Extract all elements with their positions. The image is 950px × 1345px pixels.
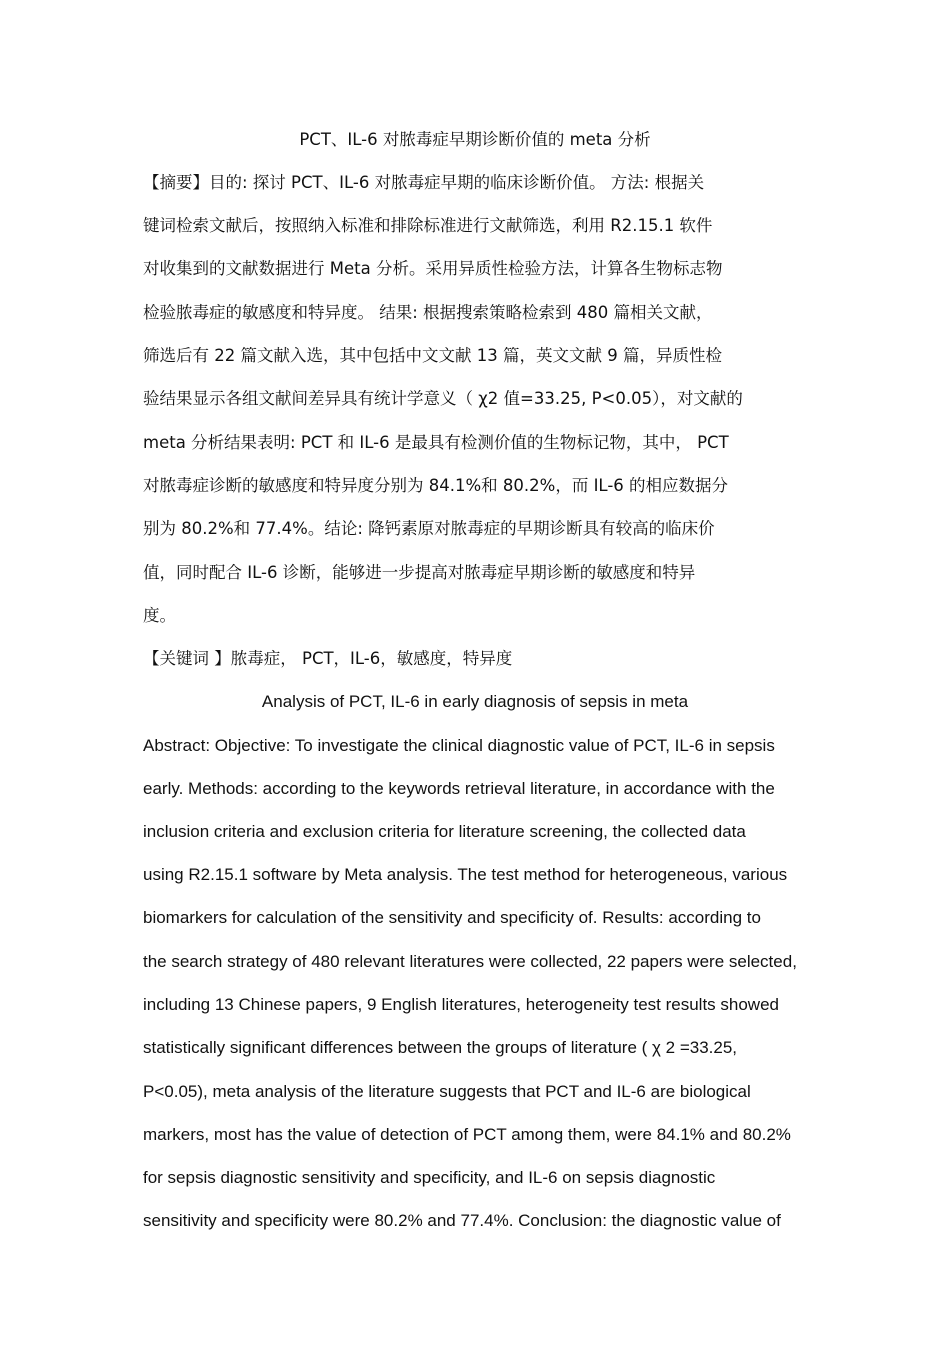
- en-abstract-line: Abstract: Objective: To investigate the clinical diagnostic value of PCT, IL-6 in sepsis: [143, 736, 775, 755]
- en-abstract-line: for sepsis diagnostic sensitivity and specificity, and IL-6 on sepsis diagnostic: [143, 1168, 716, 1187]
- zh-abstract-line: 筛选后有 22 篇文献入选，其中包括中文文献 13 篇，英文文献 9 篇，异质性检: [143, 346, 722, 365]
- en-abstract-line: P<0.05), meta analysis of the literature suggests that PCT and IL-6 are biological: [143, 1082, 751, 1101]
- zh-abstract-line: 验结果显示各组文献间差异具有统计学意义（ χ2 值=33.25, P<0.05），对文献的: [143, 389, 743, 408]
- en-abstract-line: inclusion criteria and exclusion criteria for literature screening, the collected data: [143, 822, 746, 841]
- zh-abstract-line: 对收集到的文献数据进行 Meta 分析。采用异质性检验方法，计算各生物标志物: [143, 259, 723, 278]
- en-abstract-line: markers, most has the value of detection of PCT among them, were 84.1% and 80.2%: [143, 1125, 791, 1144]
- en-abstract-line: including 13 Chinese papers, 9 English literatures, heterogeneity test results showed: [143, 995, 779, 1014]
- zh-abstract-line: 度。: [143, 606, 176, 625]
- zh-abstract-line: 对脓毒症诊断的敏感度和特异度分别为 84.1%和 80.2%，而 IL-6 的相应数据分: [143, 476, 729, 495]
- en-abstract-line: sensitivity and specificity were 80.2% and 77.4%. Conclusion: the diagnostic value of: [143, 1211, 781, 1230]
- zh-abstract-line: 键词检索文献后，按照纳入标准和排除标准进行文献筛选，利用 R2.15.1 软件: [143, 216, 713, 235]
- en-abstract-line: the search strategy of 480 relevant literatures were collected, 22 papers were selected,: [143, 952, 797, 971]
- en-abstract-line: using R2.15.1 software by Meta analysis. The test method for heterogeneous, various: [143, 865, 788, 884]
- en-abstract-line: early. Methods: according to the keywords retrieval literature, in accordance with the: [143, 779, 775, 798]
- chinese-title: PCT、IL-6 对脓毒症早期诊断价值的 meta 分析: [299, 130, 651, 149]
- en-abstract-line: statistically significant differences between the groups of literature ( χ 2 =33.25,: [143, 1038, 738, 1057]
- en-abstract-line: biomarkers for calculation of the sensitivity and specificity of. Results: according to: [143, 908, 761, 927]
- zh-abstract-line: 值，同时配合 IL-6 诊断，能够进一步提高对脓毒症早期诊断的敏感度和特异: [143, 563, 696, 582]
- english-title: Analysis of PCT, IL-6 in early diagnosis of sepsis in meta: [261, 692, 689, 711]
- zh-abstract-line: 检验脓毒症的敏感度和特异度。 结果: 根据搜索策略检索到 480 篇相关文献，: [143, 303, 713, 322]
- zh-abstract-line: 【摘要】目的: 探讨 PCT、IL-6 对脓毒症早期的临床诊断价值。 方法: 根据关: [143, 173, 705, 192]
- zh-abstract-line: 别为 80.2%和 77.4%。结论: 降钙素原对脓毒症的早期诊断具有较高的临床价: [143, 519, 715, 538]
- zh-abstract-line: meta 分析结果表明: PCT 和 IL-6 是最具有检测价值的生物标记物，其中， PCT: [143, 433, 729, 452]
- keywords: 【关键词 】脓毒症， PCT，IL-6，敏感度，特异度: [143, 649, 513, 668]
